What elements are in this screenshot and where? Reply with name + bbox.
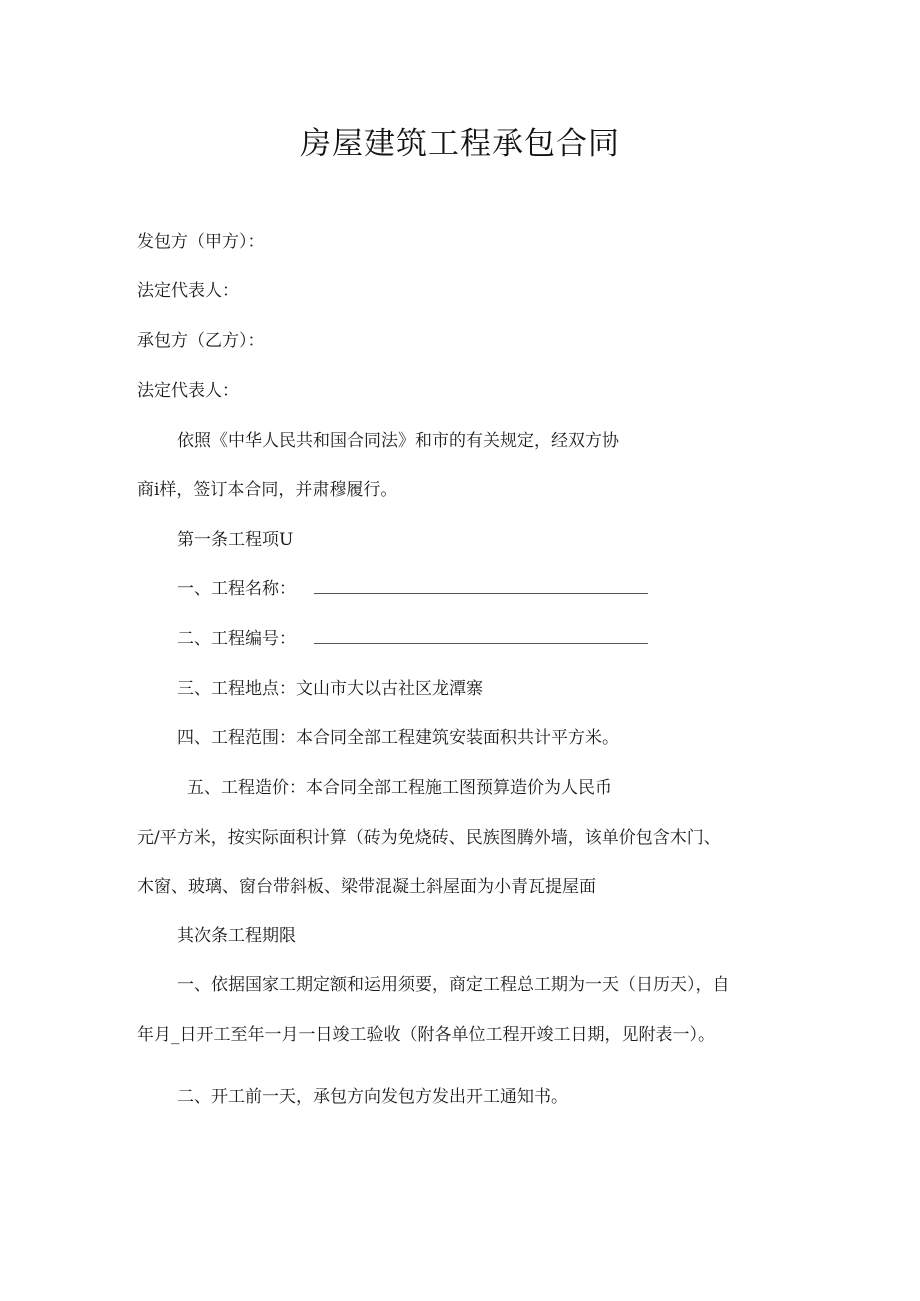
project-scope-item: 四、工程范围：本合同全部工程建筑安装面积共计平方米。 <box>177 728 619 748</box>
project-name-item <box>177 577 648 601</box>
project-number-item <box>177 627 648 651</box>
intro-paragraph-line-2: 商i样，签订本合同，并肃穆履行。 <box>137 480 398 500</box>
party-b-line: 承包方（乙方）： <box>137 331 265 351</box>
party-a-representative-line: 法定代表人： <box>137 281 239 301</box>
project-number-blank <box>314 629 648 644</box>
project-cost-line-3: 木窗、玻璃、窗台带斜板、梁带混凝土斜屋面为小青瓦提屋面 <box>137 877 596 897</box>
project-name-blank <box>314 579 648 594</box>
project-cost-line-1: 五、工程造价：本合同全部工程施工图预算造价为人民币 <box>187 778 612 798</box>
project-name-label: 一、工程名称： <box>177 579 296 599</box>
party-a-line: 发包方（甲方）： <box>137 232 265 252</box>
project-location-item: 三、工程地点：文山市大以古社区龙潭寨 <box>177 679 483 699</box>
term-2-line: 二、开工前一天，承包方向发包方发出开工通知书。 <box>177 1087 568 1107</box>
term-1-line-2: 年月_日开工至年一月一日竣工验收（附各单位工程开竣工日期，见附表一）。 <box>137 1025 715 1045</box>
document-title: 房屋建筑工程承包合同 <box>300 126 620 162</box>
project-cost-line-2: 元/平方米，按实际面积计算（砖为免烧砖、民族图腾外墙，该单价包含木门、 <box>137 828 721 848</box>
project-number-label: 二、工程编号： <box>177 629 296 649</box>
article-2-heading: 其次条工程期限 <box>177 926 296 946</box>
party-b-representative-line: 法定代表人： <box>137 381 239 401</box>
term-1-line-1: 一、依据国家工期定额和运用须要，商定工程总工期为一天（日历天），自 <box>177 975 730 995</box>
intro-paragraph-line-1: 依照《中华人民共和国合同法》和市的有关规定，经双方协 <box>177 431 619 451</box>
article-1-heading: 第一条工程项U <box>177 530 294 550</box>
